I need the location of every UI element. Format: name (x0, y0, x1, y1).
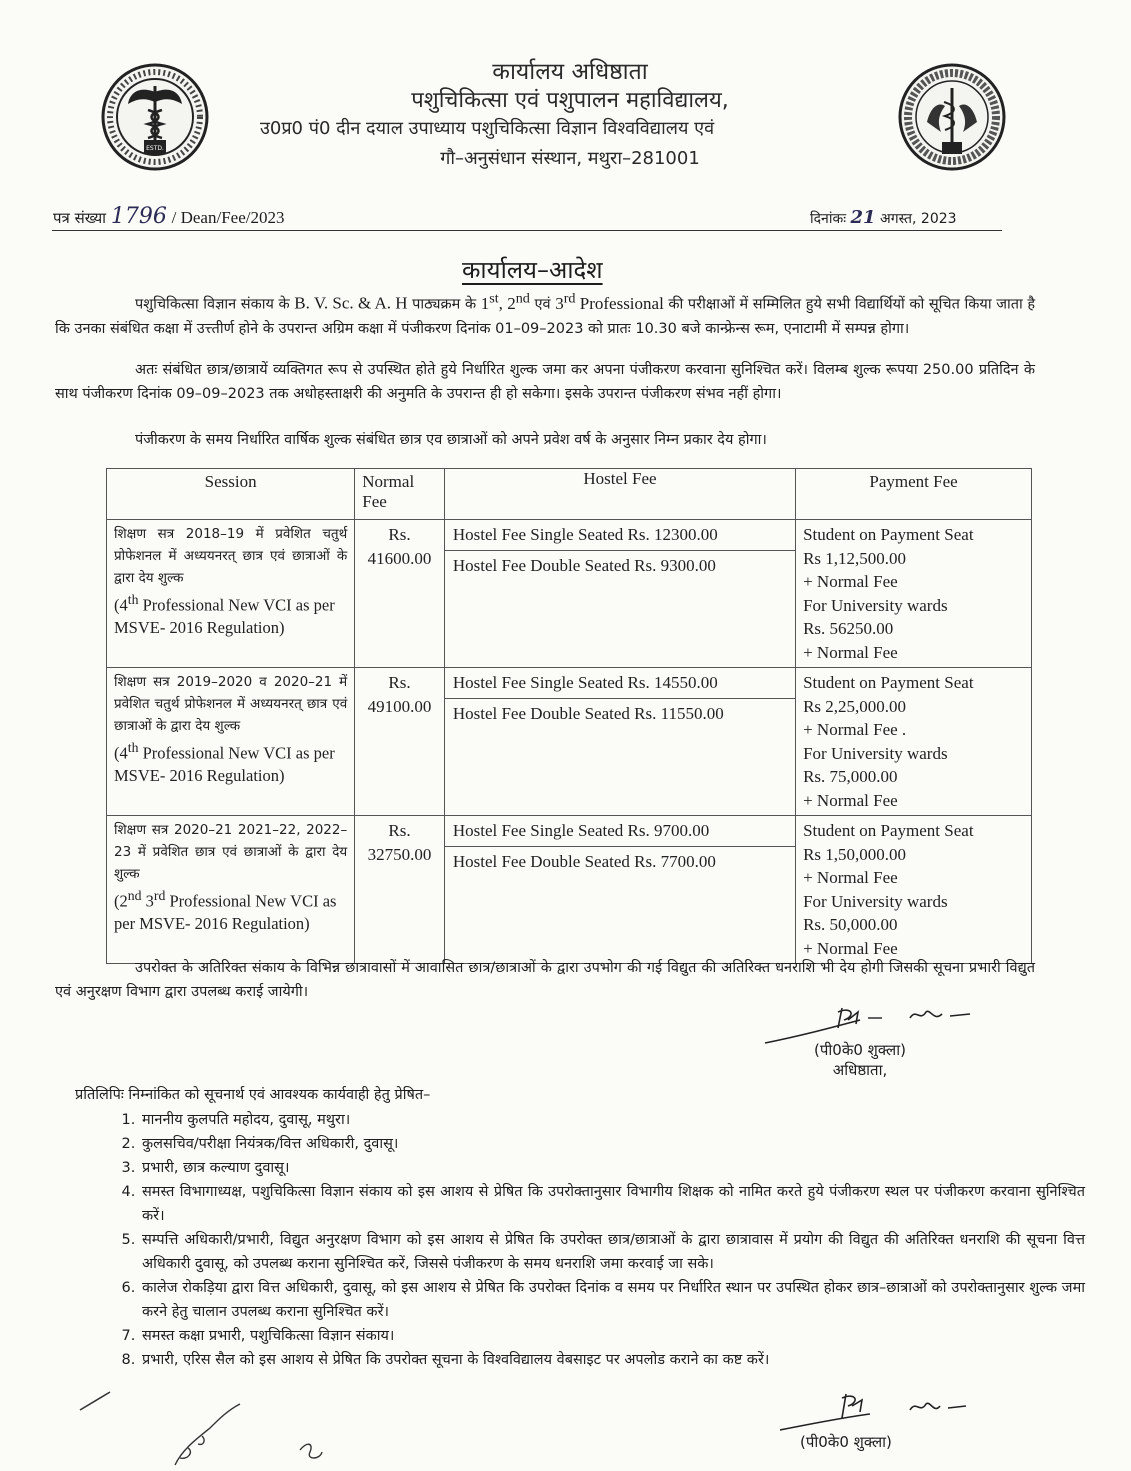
list-item: 5. सम्पत्ति अधिकारी/प्रभारी, विद्युत अनुरक्षण विभाग को इस आशय से प्रेषित कि उपरोक्त छात्र/छात्राओं के द्वारा छात्रावास में प्रयोग की विद्युत की अतिरिक्त धनराशि की सूचना वित्त अधिकारी दुवासू, को उपलब्ध कराना सुनिश्चित करें, जिससे पंजीकरण के समय धनराशि जमा करवाई जा सके। (140, 1228, 1085, 1276)
hostel-fee-cell (444, 520, 795, 668)
reference-number: 1796 (110, 204, 167, 229)
date-label: दिनांकः (810, 211, 847, 227)
header-payment-fee: Payment Fee (796, 469, 1032, 520)
normal-fee-cell: Rs. 49100.00 (355, 668, 445, 816)
hostel-double: Hostel Fee Double Seated Rs. 11550.00 (452, 704, 724, 723)
hostel-double: Hostel Fee Double Seated Rs. 9300.00 (452, 556, 716, 575)
table-row (107, 520, 1032, 668)
list-item: 6. कालेज रोकड़िया द्वारा वित्त अधिकारी, दुवासू, को इस आशय से प्रेषित कि उपरोक्त दिनांक व समय पर निर्धारित स्थान पर उपस्थित होकर छात्र–छात्राओं को उपरोक्तानुसार शुल्क जमा करने हेतु चालान उपलब्ध कराना सुनिश्चित करें। (140, 1276, 1085, 1324)
payment-fee-cell: Student on Payment Seat Rs 2,25,000.00 + Normal Fee . For University wards Rs. 75,000.00 + Normal Fee (796, 668, 1032, 816)
normal-fee-cell: Rs. 32750.00 (355, 816, 445, 964)
list-item: 8. प्रभारी, एरिस सैल को इस आशय से प्रेषित कि उपरोक्त सूचना के विश्वविद्यालय वेबसाइट पर अपलोड कराने का कष्ट करें। (140, 1348, 1085, 1372)
signature-2 (780, 1388, 980, 1434)
svg-text:ESTD.: ESTD. (146, 145, 164, 152)
hostel-double: Hostel Fee Double Seated Rs. 7700.00 (452, 852, 716, 871)
header-divider (52, 230, 1002, 231)
order-title: कार्यालय–आदेश (462, 256, 603, 284)
copy-to-list (100, 1108, 1085, 1372)
header-session: Session (107, 469, 355, 520)
list-item: 4. समस्त विभागाध्यक्ष, पशुचिकित्सा विज्ञान संकाय को इस आशय से प्रेषित कि उपरोक्तानुसार विभागीय शिक्षक को नामित करते हुये पंजीकरण स्थल पर पंजीकरण करवाना सुनिश्चित करें। (140, 1180, 1085, 1228)
signatory-designation: अधिष्ठाता, (832, 1061, 888, 1079)
signatory-name-bottom: (पी0के0 शुक्ला) (800, 1433, 892, 1451)
letter-reference (53, 204, 284, 229)
margin-scribble (70, 1370, 350, 1471)
list-item: 3. प्रभारी, छात्र कल्याण दुवासू। (140, 1156, 1085, 1180)
letter-date (810, 207, 957, 228)
hostel-fee-cell (444, 668, 795, 816)
session-cell: शिक्षण सत्र 2020–21 2021–22, 2022–23 में प्रवेशित छात्र एवं छात्राओं के द्वारा देय शुल्क (2nd 3rd Professional New VCI as per MSVE- 2016 Regulation) (107, 816, 355, 964)
table-row (107, 668, 1032, 816)
date-rest: अगस्त, 2023 (880, 211, 957, 227)
header-address: गौ–अनुसंधान संस्थान, मथुरा–281001 (440, 148, 700, 169)
list-item: 7. समस्त कक्षा प्रभारी, पशुचिकित्सा विज्ञान संकाय। (140, 1324, 1085, 1348)
copy-to-heading: प्रतिलिपिः निम्नांकित को सूचनार्थ एवं आवश्यक कार्यवाही हेतु प्रेषित– (75, 1087, 431, 1103)
payment-fee-cell: Student on Payment Seat Rs 1,12,500.00 + Normal Fee For University wards Rs. 56250.00 + Normal Fee (796, 520, 1032, 668)
university-emblem-right (897, 62, 1007, 172)
header-normal-fee: Normal Fee (355, 469, 445, 520)
reference-prefix: पत्र संख्या (53, 209, 107, 227)
fee-table-header-row (107, 469, 1032, 520)
session-cell: शिक्षण सत्र 2019–2020 व 2020–21 में प्रवेशित चतुर्थ प्रोफेशनल में अध्ययनरत् छात्र एवं छात्राओं के द्वारा देय शुल्क (4th Professional New VCI as per MSVE- 2016 Regulation) (107, 668, 355, 816)
college-emblem-left (100, 62, 210, 172)
fee-table (106, 468, 1032, 964)
paragraph-registration-notice: पशुचिकित्सा विज्ञान संकाय के B. V. Sc. & A. H पाठ्यक्रम के 1st, 2nd एवं 3rd Professional की परीक्षाओं में सम्मिलित हुये सभी विद्यार्थियों को सूचित किया जाता है कि उनका संबंधित कक्षा में उत्त्तीर्ण होने के उपरान्त अग्रिम कक्षा में पंजीकरण दिनांक 01–09–2023 को प्रातः 10.30 बजे कान्फ्रेन्स रूम, एनाटामी में सम्पन्न होगा। (55, 290, 1036, 337)
paragraph-late-fee: अतः संबंधित छात्र/छात्रायें व्यक्तिगत रूप से उपस्थित होते हुये निर्धारित शुल्क जमा कर अपना पंजीकरण करवाना सुनिश्चित करें। विलम्ब शुल्क रूपया 250.00 प्रतिदिन के साथ पंजीकरण दिनांक 09–09–2023 तक अधोहस्ताक्षरी की अनुमति के उपरान्त ही हो सकेगा। इसके उपरान्त पंजीकरण संभव नहीं होगा। (55, 362, 1035, 402)
payment-fee-cell: Student on Payment Seat Rs 1,50,000.00 + Normal Fee For University wards Rs. 50,000.00 + Normal Fee (796, 816, 1032, 964)
hostel-fee-cell (444, 816, 795, 964)
session-cell: शिक्षण सत्र 2018–19 में प्रवेशित चतुर्थ प्रोफेशनल में अध्ययनरत् छात्र एवं छात्राओं के द्वारा देय शुल्क (4th Professional New VCI as per MSVE- 2016 Regulation) (107, 520, 355, 668)
normal-fee-cell: Rs. 41600.00 (355, 520, 445, 668)
list-item: 1. माननीय कुलपति महोदय, दुवासू, मथुरा। (140, 1108, 1085, 1132)
header-university-name: उ0प्र0 पं0 दीन दयाल उपाध्याय पशुचिकित्सा विज्ञान विश्वविद्यालय एवं (260, 118, 715, 139)
reference-suffix: / Dean/Fee/2023 (171, 208, 285, 227)
header-college-name: पशुचिकित्सा एवं पशुपालन महाविद्यालय, (411, 88, 729, 113)
hostel-single: Hostel Fee Single Seated Rs. 9700.00 (445, 816, 795, 847)
paragraph-electricity-charges: उपरोक्त के अतिरिक्त संकाय के विभिन्न छात्रावासों में आवासित छात्र/छात्राओं के द्वारा उपभोग की गई विद्युत की अतिरिक्त धनराशि भी देय होगी जिसकी सूचना प्रभारी विद्युत एवं अनुरक्षण विभाग द्वारा उपलब्ध कराई जायेगी। (55, 960, 1035, 1000)
header-office-title: कार्यालय अधिष्ठाता (492, 59, 648, 85)
list-item: 2. कुलसचिव/परीक्षा नियंत्रक/वित्त अधिकारी, दुवासू। (140, 1132, 1085, 1156)
hostel-single: Hostel Fee Single Seated Rs. 12300.00 (445, 520, 795, 551)
paragraph-annual-fee: पंजीकरण के समय निर्धारित वार्षिक शुल्क संबंधित छात्र एव छात्राओं को अपने प्रवेश वर्ष के अनुसार निम्न प्रकार देय होगा। (135, 432, 767, 448)
date-day: 21 (850, 207, 876, 228)
header-hostel-fee: Hostel Fee (444, 469, 795, 520)
table-row (107, 816, 1032, 964)
signatory-name: (पी0के0 शुक्ला) (814, 1041, 906, 1059)
signatory-block (790, 1000, 930, 1080)
hostel-single: Hostel Fee Single Seated Rs. 14550.00 (445, 668, 795, 699)
